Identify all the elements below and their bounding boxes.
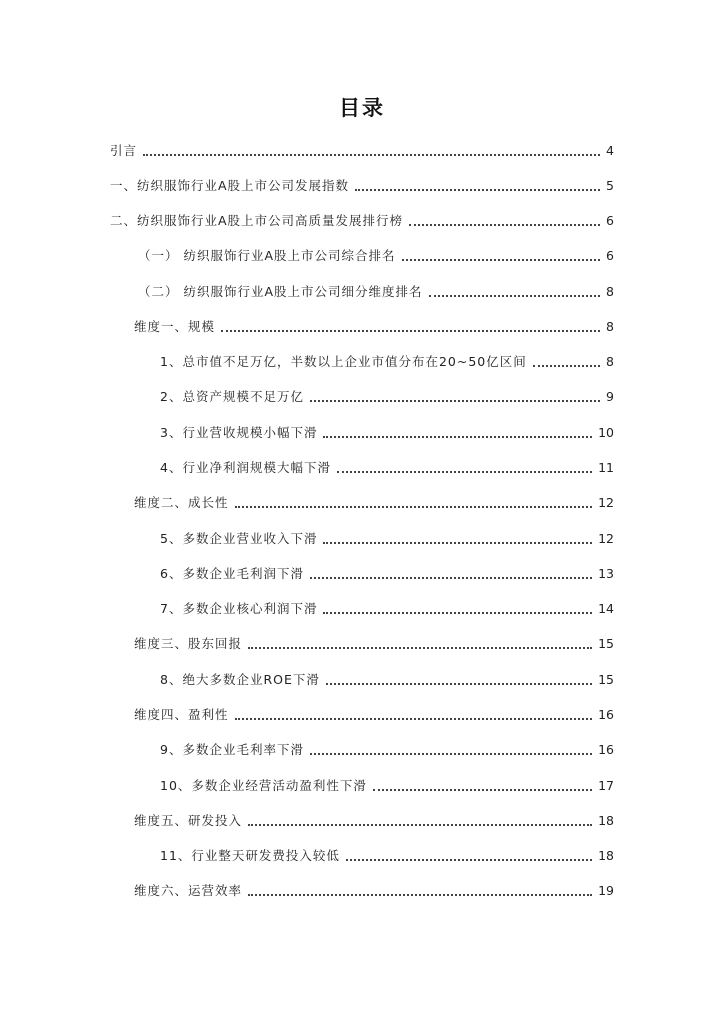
toc-entry-page-number: 15 (598, 636, 614, 651)
toc-entry-item-11[interactable] (160, 844, 614, 864)
dot-leader (337, 471, 592, 473)
toc-entry-dimension-4[interactable] (134, 703, 614, 723)
toc-entry-item-4[interactable] (160, 456, 614, 476)
dot-leader (346, 859, 592, 861)
toc-entry-page-number: 8 (606, 284, 614, 299)
toc-entry-item-2[interactable] (160, 385, 614, 405)
toc-entry-label: 维度六、运营效率 (134, 883, 243, 898)
toc-entry-page-number: 18 (598, 813, 614, 828)
toc-entry-page-number: 12 (598, 531, 614, 546)
toc-entry-page-number: 17 (598, 778, 614, 793)
toc-entry-section-2[interactable] (110, 209, 614, 229)
toc-entry-dimension-1[interactable] (134, 315, 614, 335)
dot-leader (402, 259, 601, 261)
toc-entry-page-number: 16 (598, 742, 614, 757)
dot-leader (373, 789, 592, 791)
toc-entry-label: 维度四、盈利性 (134, 707, 229, 722)
toc-entry-label: 2、总资产规模不足万亿 (160, 389, 304, 404)
toc-entry-label: 8、绝大多数企业ROE下滑 (160, 672, 320, 687)
toc-entry-label: （二） 纺织服饰行业A股上市公司细分维度排名 (138, 284, 423, 299)
toc-entry-label: 维度三、股东回报 (134, 636, 243, 651)
dot-leader (248, 824, 592, 826)
toc-entry-page-number: 11 (598, 460, 614, 475)
toc-entry-item-9[interactable] (160, 738, 614, 758)
dot-leader (429, 295, 601, 297)
toc-entry-page-number: 10 (598, 425, 614, 440)
dot-leader (323, 612, 592, 614)
toc-entry-label: 9、多数企业毛利率下滑 (160, 742, 304, 757)
toc-entry-section-2-1[interactable] (138, 244, 614, 264)
toc-entry-label: 10、多数企业经营活动盈利性下滑 (160, 778, 367, 793)
toc-entry-label: 1、总市值不足万亿，半数以上企业市值分布在20~50亿区间 (160, 354, 527, 369)
toc-entry-section-2-2[interactable] (138, 280, 614, 300)
toc-entry-label: 维度一、规模 (134, 319, 216, 334)
toc-entry-dimension-3[interactable] (134, 632, 614, 652)
dot-leader (221, 330, 600, 332)
toc-entry-page-number: 13 (598, 566, 614, 581)
toc-entry-page-number: 15 (598, 672, 614, 687)
toc-entry-introduction[interactable] (110, 139, 614, 159)
toc-entry-label: （一） 纺织服饰行业A股上市公司综合排名 (138, 248, 396, 263)
dot-leader (326, 683, 592, 685)
toc-entry-page-number: 8 (606, 319, 614, 334)
toc-entry-label: 一、纺织服饰行业A股上市公司发展指数 (110, 178, 350, 193)
toc-entry-label: 7、多数企业核心利润下滑 (160, 601, 318, 616)
toc-entry-label: 6、多数企业毛利润下滑 (160, 566, 304, 581)
toc-entry-label: 二、纺织服饰行业A股上市公司高质量发展排行榜 (110, 213, 404, 228)
dot-leader (323, 542, 592, 544)
dot-leader (310, 400, 600, 402)
toc-entry-dimension-5[interactable] (134, 809, 614, 829)
toc-entry-page-number: 4 (606, 143, 614, 158)
dot-leader (235, 718, 593, 720)
toc-entry-item-7[interactable] (160, 597, 614, 617)
dot-leader (235, 506, 593, 508)
toc-entry-label: 5、多数企业营业收入下滑 (160, 531, 318, 546)
dot-leader (533, 365, 600, 367)
toc-entry-label: 维度二、成长性 (134, 495, 229, 510)
toc-entry-item-6[interactable] (160, 562, 614, 582)
dot-leader (310, 577, 592, 579)
toc-entry-page-number: 8 (606, 354, 614, 369)
dot-leader (143, 154, 600, 156)
dot-leader (323, 436, 592, 438)
toc-entry-label: 3、行业营收规模小幅下滑 (160, 425, 318, 440)
toc-entry-item-8[interactable] (160, 668, 614, 688)
toc-entry-item-10[interactable] (160, 774, 614, 794)
toc-entry-label: 引言 (110, 143, 138, 158)
toc-entry-item-1[interactable] (160, 350, 614, 370)
toc-entry-page-number: 16 (598, 707, 614, 722)
toc-entry-section-1[interactable] (110, 174, 614, 194)
dot-leader (248, 647, 592, 649)
dot-leader (310, 753, 592, 755)
toc-title: 目录 (339, 96, 385, 120)
dot-leader (248, 894, 592, 896)
toc-entry-item-5[interactable] (160, 527, 614, 547)
toc-entry-page-number: 5 (606, 178, 614, 193)
toc-entry-page-number: 18 (598, 848, 614, 863)
toc-entry-page-number: 19 (598, 883, 614, 898)
dot-leader (409, 224, 600, 226)
toc-entry-item-3[interactable] (160, 421, 614, 441)
toc-entry-label: 维度五、研发投入 (134, 813, 243, 828)
toc-entry-page-number: 6 (606, 213, 614, 228)
toc-entry-page-number: 12 (598, 495, 614, 510)
toc-entry-dimension-6[interactable] (134, 879, 614, 899)
toc-entry-label: 11、行业整天研发费投入较低 (160, 848, 340, 863)
toc-entry-label: 4、行业净利润规模大幅下滑 (160, 460, 331, 475)
toc-entry-page-number: 14 (598, 601, 614, 616)
toc-entry-page-number: 6 (606, 248, 614, 263)
dot-leader (355, 189, 600, 191)
toc-entry-dimension-2[interactable] (134, 491, 614, 511)
toc-entry-page-number: 9 (606, 389, 614, 404)
